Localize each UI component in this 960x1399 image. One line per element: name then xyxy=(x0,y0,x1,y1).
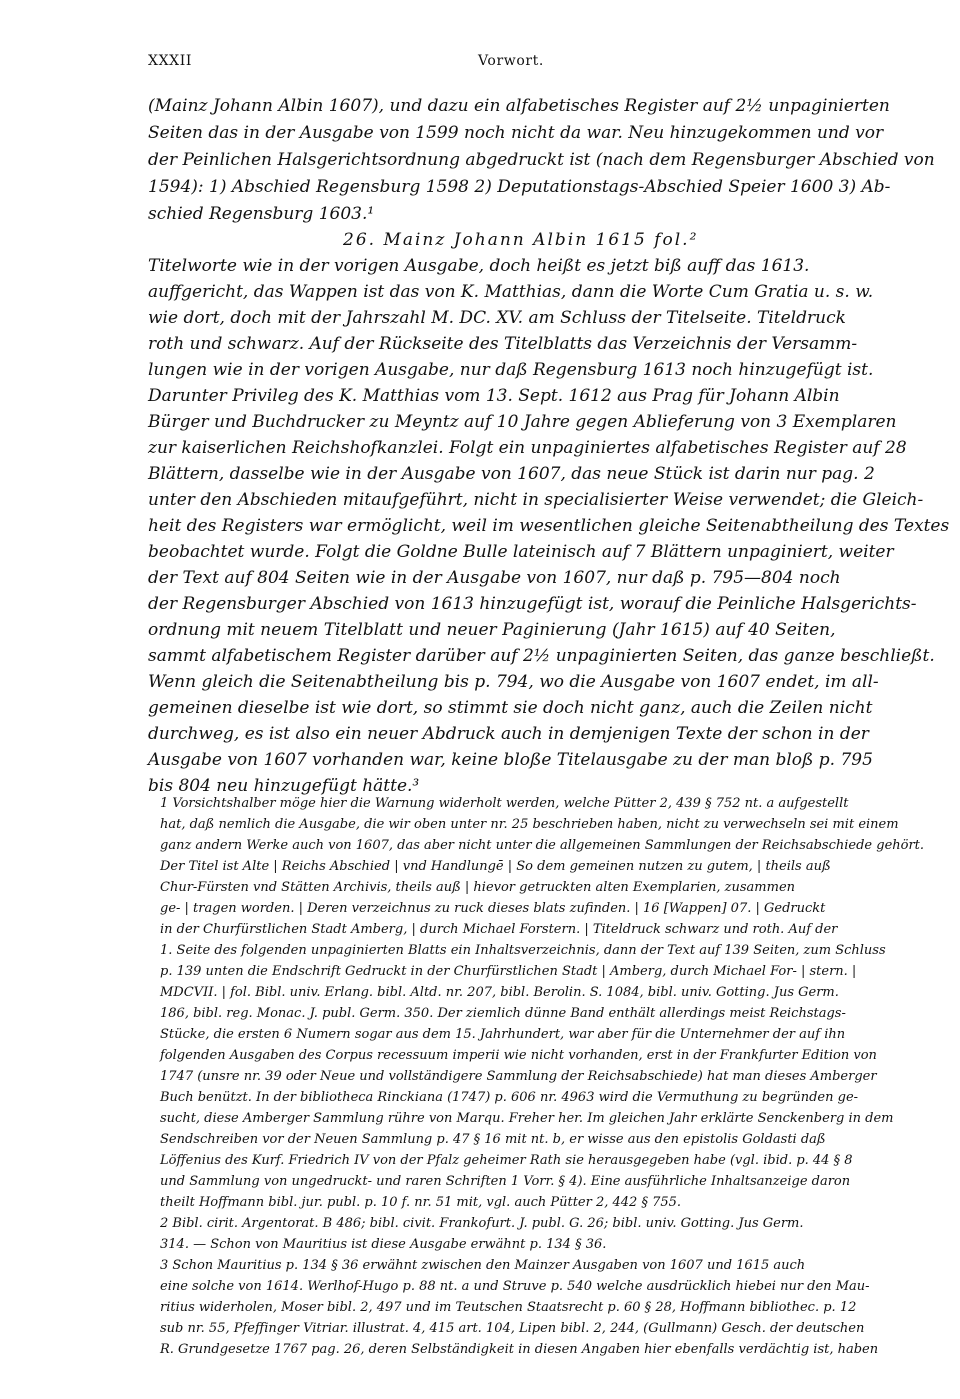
text-line: Titelworte wie in der vorigen Ausgabe, doch heißt es jetzt biß auff das 1613. xyxy=(148,256,810,276)
footnote-line: ganz andern Werke auch von 1607, das aber nicht unter die allgemeinen Sammlungen der Reichsabschiede gehört. xyxy=(160,838,925,853)
footnote-line: Der Titel ist Alte | Reichs Abschied | vnd Handlungē | So dem gemeinen nutzen zu gutem, | theils auß xyxy=(160,859,831,874)
footnote-line: MDCVII. | fol. Bibl. univ. Erlang. bibl. Altd. nr. 207, bibl. Berolin. S. 1084, bibl. univ. Gotting. Jus Germ. xyxy=(160,985,839,1000)
text-line: wie dort, doch mit der Jahrszahl M. DC. XV. am Schluss der Titelseite. Titeldruck xyxy=(148,308,846,328)
text-line: sammt alfabetischem Register darüber auf 2½ unpaginierten Seiten, das ganze beschließt. xyxy=(148,646,935,666)
text-line: roth und schwarz. Auf der Rückseite des Titelblatts das Verzeichnis der Versamm- xyxy=(148,334,858,354)
footnote-line: und Sammlung von ungedruckt- und raren Schriften 1 Vorr. § 4). Eine ausführliche Inhaltsanzeige daron xyxy=(160,1174,851,1189)
page-header xyxy=(148,53,858,77)
text-line: ordnung mit neuem Titelblatt und neuer Paginierung (Jahr 1615) auf 40 Seiten, xyxy=(148,620,836,640)
footnote-line: folgenden Ausgaben des Corpus recessuum imperii wie nicht vorhanden, erst in der Frankfurter Edition von xyxy=(160,1048,877,1063)
text-line: Darunter Privileg des K. Matthias vom 13. Sept. 1612 aus Prag für Johann Albin xyxy=(148,386,840,406)
footnote-line: 1 Vorsichtshalber möge hier die Warnung widerholt werden, welche Pütter 2, 439 § 752 nt. a aufgestellt xyxy=(160,796,849,811)
footnote-line: sub nr. 55, Pfeffinger Vitriar. illustrat. 4, 415 art. 104, Lipen bibl. 2, 244, (Gullmann) Gesch. der deutschen xyxy=(160,1321,865,1336)
text-line: durchweg, es ist also ein neuer Abdruck auch in demjenigen Texte der schon in der xyxy=(148,724,869,744)
text-line: Wenn gleich die Seitenabtheilung bis p. 794, wo die Ausgabe von 1607 endet, im all- xyxy=(148,672,879,692)
entry-heading: 26. Mainz Johann Albin 1615 fol.² xyxy=(343,230,699,250)
text-line: auffgericht, das Wappen ist das von K. Matthias, dann die Worte Cum Gratia u. s. w. xyxy=(148,282,874,302)
text-line: der Peinlichen Halsgerichtsordnung abgedruckt ist (nach dem Regensburger Abschied von xyxy=(148,150,935,170)
text-line: Blättern, dasselbe wie in der Ausgabe von 1607, das neue Stück ist darin nur pag. 2 xyxy=(148,464,875,484)
footnote-line: Chur-Fürsten vnd Stätten Archivis, theils auß | hievor getruckten alten Exemplarien, zusammen xyxy=(160,880,796,895)
running-head: Vorwort. xyxy=(478,53,544,69)
footnote-line: sucht, diese Amberger Sammlung rühre von Marqu. Freher her. Im gleichen Jahr erklärte Senckenberg in dem xyxy=(160,1111,894,1126)
footnote-line: in der Churfürstlichen Stadt Amberg, | durch Michael Forstern. | Titeldruck schwarz und roth. Auf der xyxy=(160,922,838,937)
footnote-line: ge- | tragen worden. | Deren verzeichnus zu ruck dieses blats zufinden. | 16 [Wappen] 07. | Gedruckt xyxy=(160,901,826,916)
footnote-line: 1. Seite des folgenden unpaginierten Blatts ein Inhaltsverzeichnis, dann der Text auf 139 Seiten, zum Schluss xyxy=(160,943,886,958)
text-line: beobachtet wurde. Folgt die Goldne Bulle lateinisch auf 7 Blättern unpaginiert, weiter xyxy=(148,542,894,562)
footnote-line: Stücke, die ersten 6 Numern sogar aus dem 15. Jahrhundert, war aber für die Unternehmer der auf ihn xyxy=(160,1027,846,1042)
text-line: Ausgabe von 1607 vorhanden war, keine bloße Titelausgabe zu der man bloß p. 795 xyxy=(148,750,873,770)
footnote-line: 3 Schon Mauritius p. 134 § 36 erwähnt zwischen den Mainzer Ausgaben von 1607 und 1615 auch xyxy=(160,1258,806,1273)
text-line: Bürger und Buchdrucker zu Meyntz auf 10 Jahre gegen Ablieferung von 3 Exemplaren xyxy=(148,412,897,432)
footnote-line: hat, daß nemlich die Ausgabe, die wir oben unter nr. 25 beschrieben haben, nicht zu verwechseln sei mit einem xyxy=(160,817,899,832)
footnote-line: 314. — Schon von Mauritius ist diese Ausgabe erwähnt p. 134 § 36. xyxy=(160,1237,607,1252)
text-line: Seiten das in der Ausgabe von 1599 noch nicht da war. Neu hinzugekommen und vor xyxy=(148,123,884,143)
text-line: der Text auf 804 Seiten wie in der Ausgabe von 1607, nur daß p. 795—804 noch xyxy=(148,568,841,588)
footnote-line: eine solche von 1614. Werlhof-Hugo p. 88 nt. a und Struve p. 540 welche ausdrücklich hiebei nur den Mau- xyxy=(160,1279,870,1294)
text-line: 1594): 1) Abschied Regensburg 1598 2) Deputationstags-Abschied Speier 1600 3) Ab- xyxy=(148,177,891,197)
text-line: der Regensburger Abschied von 1613 hinzugefügt ist, worauf die Peinliche Halsgerichts- xyxy=(148,594,917,614)
page-number: XXXII xyxy=(148,53,192,69)
text-line: (Mainz Johann Albin 1607), und dazu ein alfabetisches Register auf 2½ unpaginierten xyxy=(148,96,890,116)
text-line: bis 804 neu hinzugefügt hätte.³ xyxy=(148,776,420,796)
footnote-line: theilt Hoffmann bibl. jur. publ. p. 10 f. nr. 51 mit, vgl. auch Pütter 2, 442 § 755. xyxy=(160,1195,682,1210)
text-line: schied Regensburg 1603.¹ xyxy=(148,204,375,224)
text-line: lungen wie in der vorigen Ausgabe, nur daß Regensburg 1613 noch hinzugefügt ist. xyxy=(148,360,874,380)
footnote-line: R. Grundgesetze 1767 pag. 26, deren Selbständigkeit in diesen Angaben hier ebenfalls verdächtig ist, haben xyxy=(160,1342,879,1357)
footnote-line: 2 Bibl. cirit. Argentorat. B 486; bibl. civit. Frankofurt. J. publ. G. 26; bibl. univ. Gotting. Jus Germ. xyxy=(160,1216,804,1231)
footnote-line: Buch benützt. In der bibliotheca Rinckiana (1747) p. 606 nr. 4963 wird die Vermuthung zu begründen ge- xyxy=(160,1090,859,1105)
footnote-line: 1747 (unsre nr. 39 oder Neue und vollständigere Sammlung der Reichsabschiede) hat man dieses Amberger xyxy=(160,1069,877,1084)
text-line: zur kaiserlichen Reichshofkanzlei. Folgt ein unpaginiertes alfabetisches Register auf 28 xyxy=(148,438,907,458)
text-line: unter den Abschieden mitaufgeführt, nicht in specialisierter Weise verwendet; die Gleich- xyxy=(148,490,924,510)
footnote-line: ritius widerholen, Moser bibl. 2, 497 und im Teutschen Staatsrecht p. 60 § 28, Hoffmann bibliothec. p. 12 xyxy=(160,1300,857,1315)
footnote-line: 186, bibl. reg. Monac. J. publ. Germ. 350. Der ziemlich dünne Band enthält allerdings meist Reichstags- xyxy=(160,1006,846,1021)
text-line: gemeinen dieselbe ist wie dort, so stimmt sie doch nicht ganz, auch die Zeilen nicht xyxy=(148,698,873,718)
text-line: heit des Registers war ermöglicht, weil im wesentlichen gleiche Seitenabtheilung des Textes xyxy=(148,516,950,536)
footnote-line: p. 139 unten die Endschrift Gedruckt in der Churfürstlichen Stadt | Amberg, durch Michael For- | stern. | xyxy=(160,964,857,979)
footnote-line: Sendschreiben vor der Neuen Sammlung p. 47 § 16 mit nt. b, er wisse aus den epistolis Goldasti daß xyxy=(160,1132,826,1147)
footnote-line: Löffenius des Kurf. Friedrich IV von der Pfalz geheimer Rath sie herausgegeben habe (vgl. ibid. p. 44 § 8 xyxy=(160,1153,853,1168)
